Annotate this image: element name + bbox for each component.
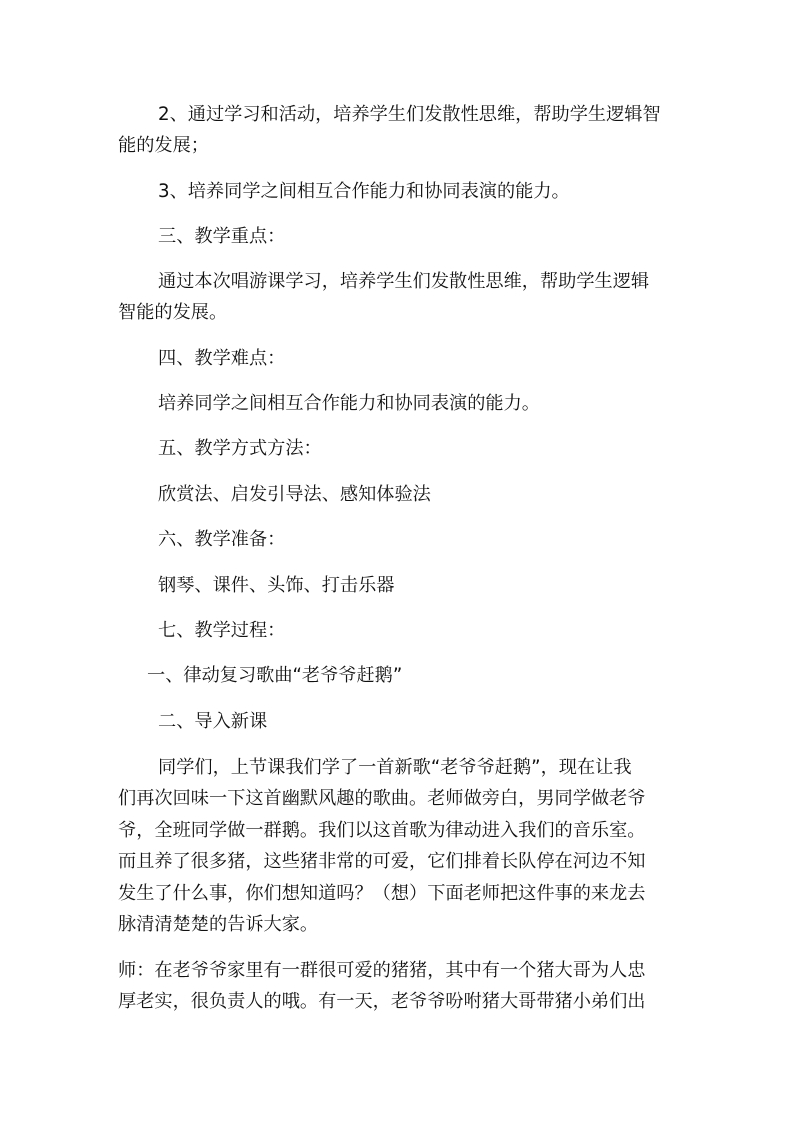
difficult-point-text: 培养同学之间相互合作能力和协同表演的能力。	[158, 393, 540, 414]
teacher-story-line-2: 厚老实，很负责人的哦。有一天，老爷爷吩咐猪大哥带猪小弟们出	[118, 991, 646, 1012]
intro-paragraph-line-2: 们再次回味一下这首幽默风趣的歌曲。老师做旁白，男同学做老爷	[118, 788, 646, 809]
intro-paragraph-line-3: 爷，全班同学做一群鹅。我们以这首歌为律动进入我们的音乐室。	[118, 820, 646, 841]
intro-paragraph-line-4: 而且养了很多猪，这些猪非常的可爱，它们排着长队停在河边不知	[118, 851, 646, 872]
process-step-2: 二、导入新课	[158, 711, 268, 732]
teaching-methods-text: 欣赏法、启发引导法、感知体验法	[158, 484, 431, 505]
section-7-heading: 七、教学过程：	[158, 620, 286, 641]
intro-paragraph-line-5: 发生了什么事，你们想知道吗？（想）下面老师把这件事的来龙去	[118, 883, 646, 904]
section-4-heading: 四、教学难点：	[158, 348, 286, 369]
objective-2-line-1: 2、通过学习和活动，培养学生们发散性思维，帮助学生逻辑智	[158, 104, 661, 125]
process-step-1: 一、律动复习歌曲“老爷爷赶鹅”	[147, 665, 403, 686]
teacher-story-line-1: 师：在老爷爷家里有一群很可爱的猪猪，其中有一个猪大哥为人忠	[118, 960, 646, 981]
teaching-prep-text: 钢琴、课件、头饰、打击乐器	[158, 575, 395, 596]
section-5-heading: 五、教学方式方法：	[158, 438, 322, 459]
objective-3: 3、培养同学之间相互合作能力和协同表演的能力。	[158, 181, 570, 202]
intro-paragraph-line-6: 脉清清楚楚的告诉大家。	[118, 914, 319, 935]
key-point-line-1: 通过本次唱游课学习，培养学生们发散性思维，帮助学生逻辑	[158, 271, 650, 292]
intro-paragraph-line-1: 同学们，上节课我们学了一首新歌“老爷爷赶鹅”，现在让我	[158, 757, 632, 778]
objective-2-line-2: 能的发展；	[118, 135, 209, 156]
section-3-heading: 三、教学重点：	[158, 226, 286, 247]
section-6-heading: 六、教学准备：	[158, 529, 286, 550]
key-point-line-2: 智能的发展。	[118, 302, 228, 323]
